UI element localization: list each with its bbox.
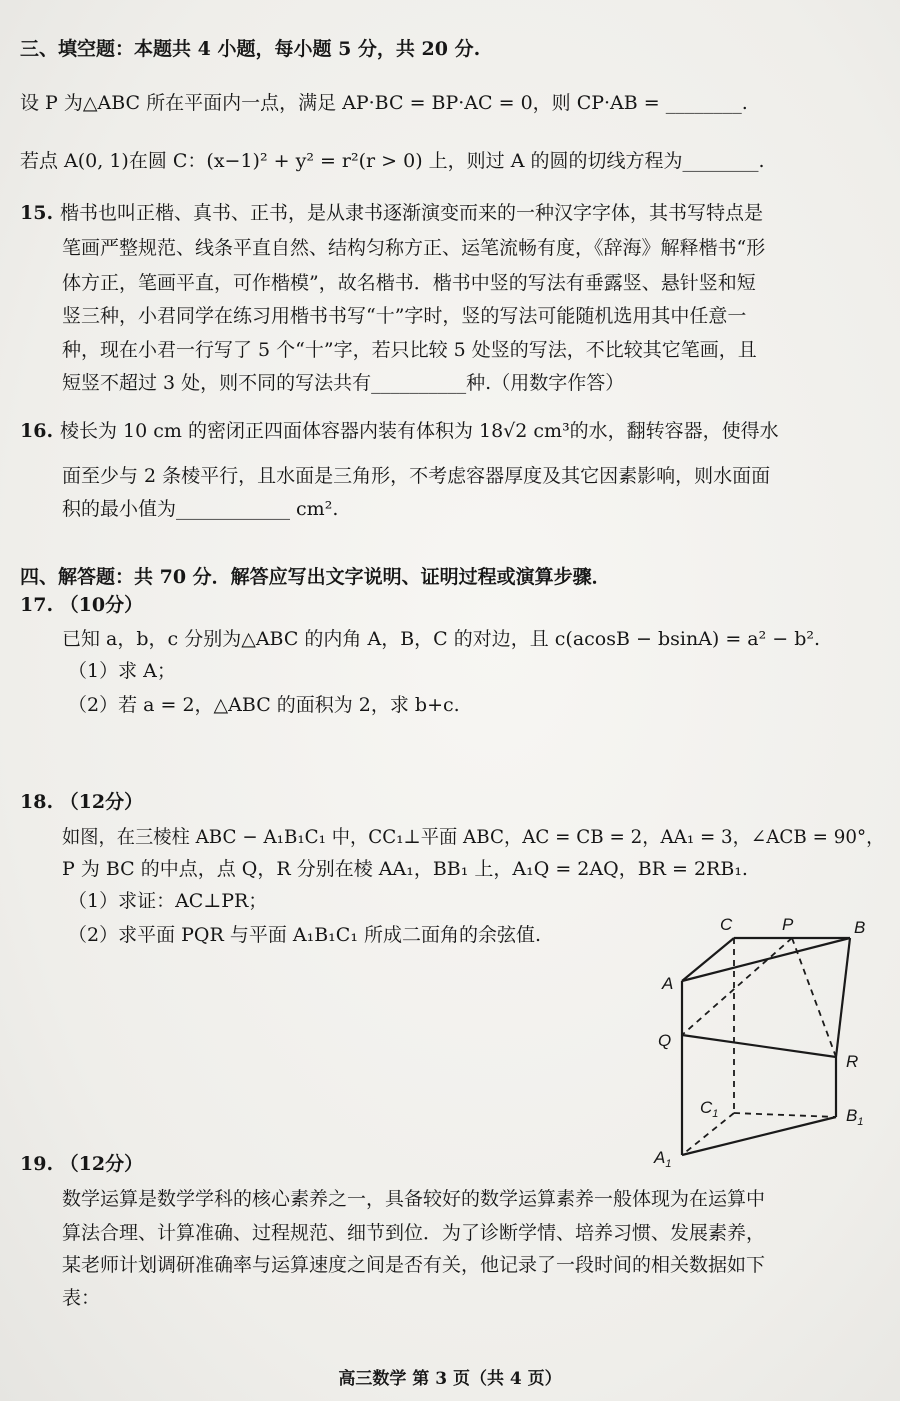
question-13: 设 P 为△ABC 所在平面内一点，满足 AP·BC = BP·AC = 0，则 CP·AB = ________.: [20, 92, 748, 114]
question-19-header: 19. （12分）: [20, 1153, 144, 1175]
question-17-part-1: （1）求 A；: [68, 660, 176, 682]
question-18-stem: 如图，在三棱柱 ABC − A₁B₁C₁ 中，CC₁⊥平面 ABC，AC = CB = 2，AA₁ = 3，∠ACB = 90°，: [62, 826, 885, 848]
question-15-line: 体方正，笔画平直，可作楷模”，故名楷书．楷书中竖的写法有垂露竖、悬针竖和短: [62, 272, 756, 294]
question-17-part-2: （2）若 a = 2，△ABC 的面积为 2，求 b+c.: [68, 694, 460, 716]
vertex-label-r: R: [846, 1052, 859, 1071]
question-15-line: 短竖不超过 3 处，则不同的写法共有__________种.（用数字作答）: [62, 372, 625, 394]
question-16-line: 面至少与 2 条棱平行，且水面是三角形，不考虑容器厚度及其它因素影响，则水面面: [62, 465, 771, 487]
question-18-part-1: （1）求证：AC⊥PR；: [68, 890, 268, 912]
question-14: 若点 A(0, 1)在圆 C：(x−1)² + y² = r²(r > 0) 上，则过 A 的圆的切线方程为________.: [20, 150, 765, 172]
question-15-line: 笔画严整规范、线条平直自然、结构匀称方正、运笔流畅有度，《辞海》解释楷书“形: [62, 237, 766, 259]
question-19-line: 算法合理、计算准确、过程规范、细节到位．为了诊断学情、培养习惯、发展素养，: [62, 1222, 766, 1244]
question-number: 16.: [20, 420, 54, 442]
vertex-label-a1: $A_1$: [654, 1148, 672, 1170]
question-number: 15.: [20, 202, 54, 224]
vertex-label-c: C: [720, 915, 733, 934]
vertex-label-b1: $B_1$: [846, 1106, 864, 1128]
question-19-line: 表：: [62, 1287, 101, 1309]
vertex-label-p: P: [782, 915, 794, 934]
question-19-line: 某老师计划调研准确率与运算速度之间是否有关，他记录了一段时间的相关数据如下: [62, 1254, 766, 1276]
question-16-line: 积的最小值为____________ cm².: [62, 498, 339, 520]
question-18-part-2: （2）求平面 PQR 与平面 A₁B₁C₁ 所成二面角的余弦值.: [68, 924, 542, 946]
question-16-line: 16. 棱长为 10 cm 的密闭正四面体容器内装有体积为 18√2 cm³的水，翻转容器，使得水: [20, 420, 779, 442]
vertex-label-c1: $C_1$: [700, 1098, 719, 1120]
vertex-label-b: B: [854, 918, 866, 937]
question-17-header: 17. （10分）: [20, 594, 144, 616]
prism-figure: [640, 905, 890, 1175]
question-15-line: 竖三种，小君同学在练习用楷书书写“十”字时，竖的写法可能随机选用其中任意一: [62, 305, 747, 327]
page-footer: 高三数学 第 3 页（共 4 页）: [338, 1369, 562, 1389]
vertex-label-a: A: [662, 974, 674, 993]
question-15-line: 种，现在小君一行写了 5 个“十”字，若只比较 5 处竖的写法，不比较其它笔画，且: [62, 339, 757, 361]
question-15-line: 15. 楷书也叫正楷、真书、正书，是从隶书逐渐演变而来的一种汉字字体，其书写特点是: [20, 202, 764, 224]
question-17-stem: 已知 a，b，c 分别为△ABC 的内角 A，B，C 的对边，且 c(acosB − bsinA) = a² − b².: [62, 628, 821, 650]
question-18-header: 18. （12分）: [20, 791, 144, 813]
vertex-label-q: Q: [658, 1031, 672, 1050]
question-18-stem: P 为 BC 的中点，点 Q，R 分别在棱 AA₁，BB₁ 上，A₁Q = 2AQ，BR = 2RB₁.: [62, 858, 748, 880]
section-heading-fill-in: 三、填空题：本题共 4 小题，每小题 5 分，共 20 分.: [20, 38, 481, 60]
question-19-line: 数学运算是数学学科的核心素养之一，具备较好的数学运算素养一般体现为在运算中: [62, 1188, 766, 1210]
section-heading-answer: 四、解答题：共 70 分．解答应写出文字说明、证明过程或演算步骤．: [20, 566, 611, 588]
